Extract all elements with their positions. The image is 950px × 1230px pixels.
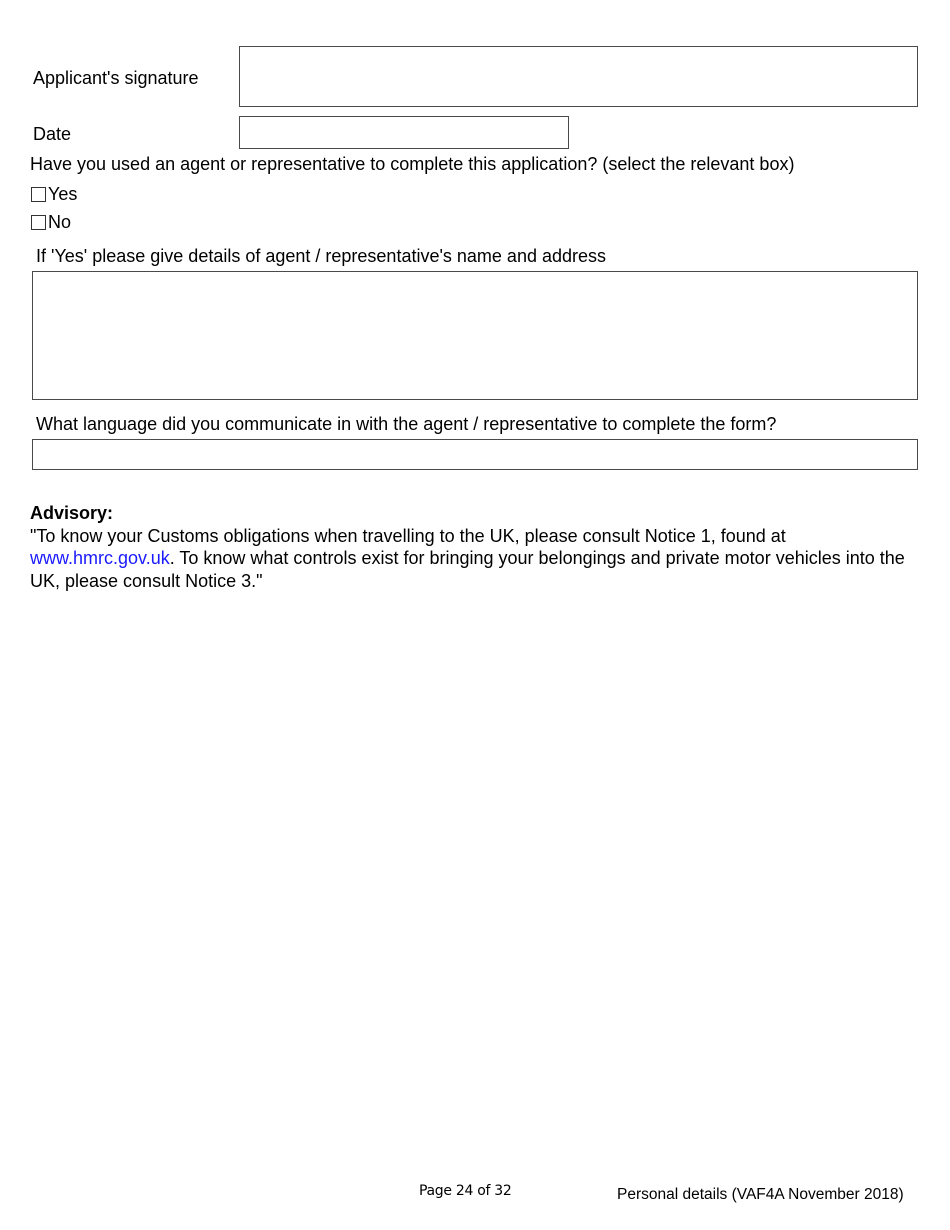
page-number: Page 24 of 32 xyxy=(419,1183,512,1199)
signature-field[interactable] xyxy=(239,46,918,107)
no-checkbox-label: No xyxy=(48,212,72,232)
language-field[interactable] xyxy=(32,439,918,470)
advisory-heading: Advisory: xyxy=(30,503,114,523)
signature-label: Applicant's signature xyxy=(33,68,199,88)
agent-option-yes[interactable] xyxy=(31,183,77,205)
agent-option-no[interactable] xyxy=(31,211,71,233)
yes-checkbox-label: Yes xyxy=(48,184,78,204)
hmrc-link[interactable]: www.hmrc.gov.uk xyxy=(30,548,170,568)
yes-checkbox[interactable] xyxy=(31,187,46,202)
advisory-text-intro: "To know your Customs obligations when travelling to the UK, please consult Notice 1, found at xyxy=(30,525,786,546)
advisory-section xyxy=(30,502,920,592)
agent-question: Have you used an agent or representative to complete this application? (select the relevant box) xyxy=(30,154,795,174)
date-label: Date xyxy=(33,124,72,144)
document-reference: Personal details (VAF4A November 2018) xyxy=(617,1186,904,1203)
advisory-text xyxy=(30,525,920,593)
agent-details-field[interactable] xyxy=(32,271,918,400)
advisory-text-outro: . To know what controls exist for bringing your belongings and private motor vehicles into the UK, please consult Notice 3." xyxy=(30,548,905,591)
language-label: What language did you communicate in with the agent / representative to complete the form? xyxy=(36,414,777,434)
no-checkbox[interactable] xyxy=(31,215,46,230)
date-field[interactable] xyxy=(239,116,569,149)
agent-details-label: If 'Yes' please give details of agent / representative's name and address xyxy=(36,246,606,266)
